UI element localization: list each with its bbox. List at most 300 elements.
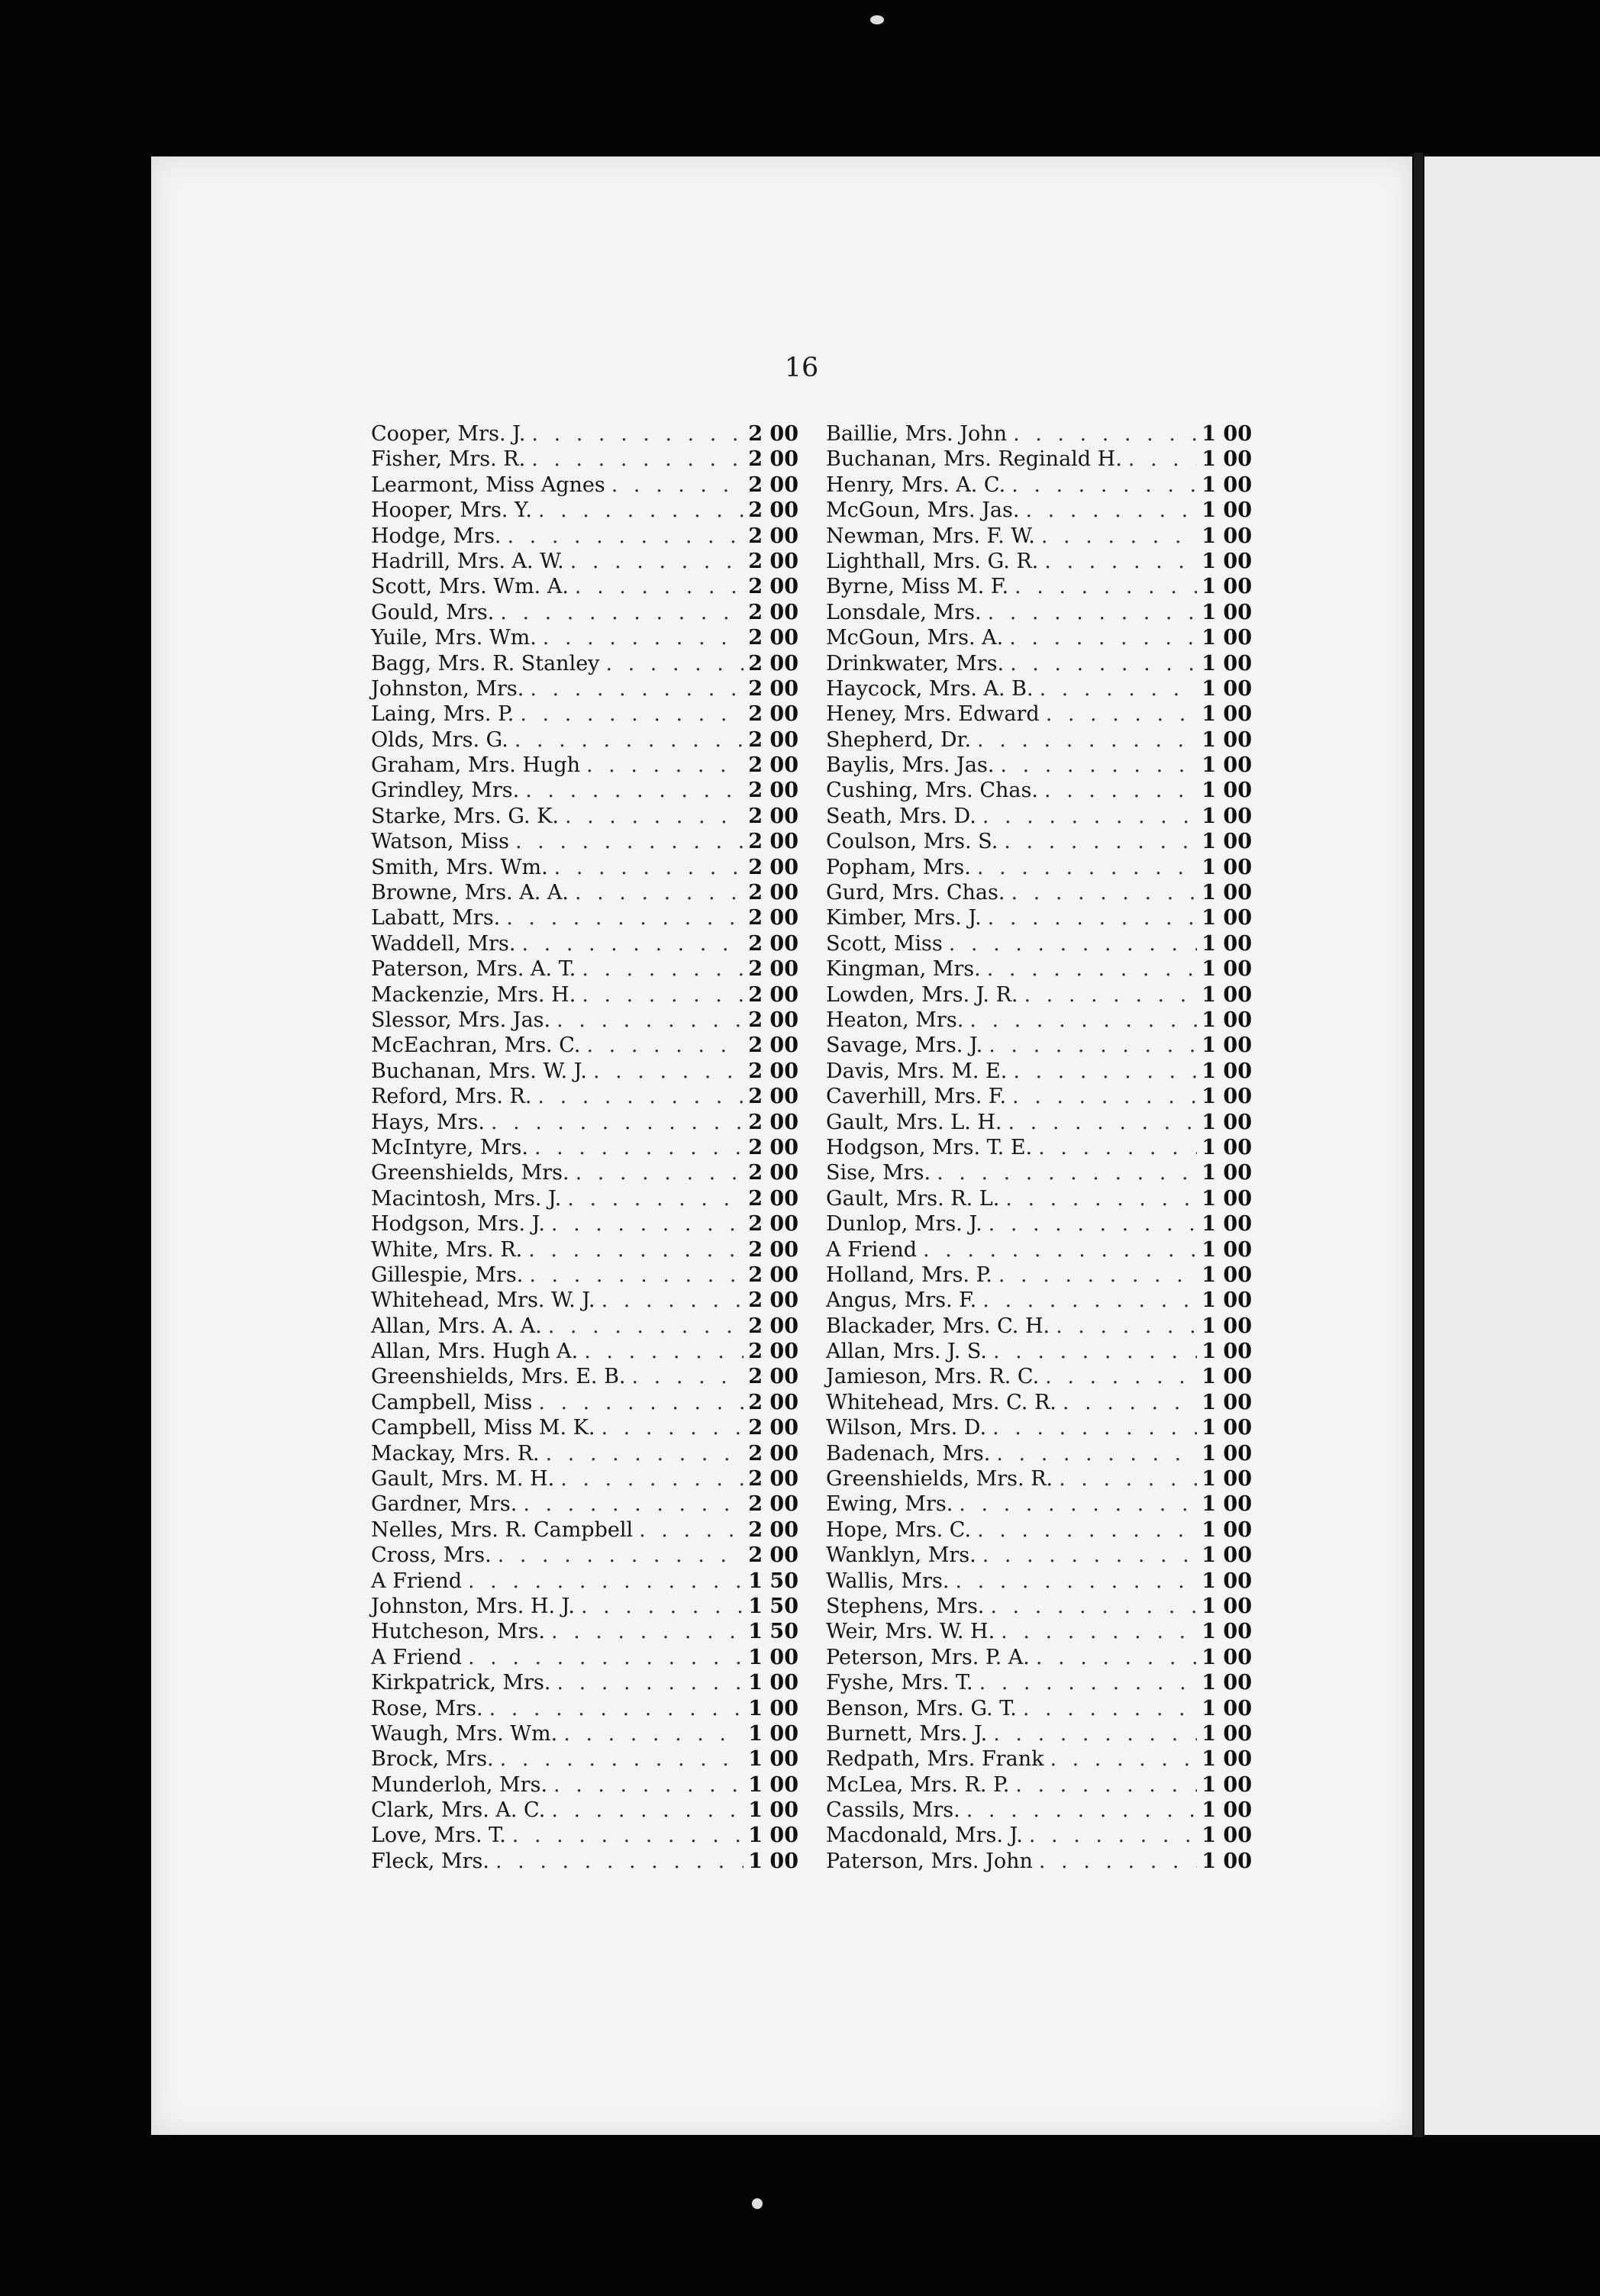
list-item [371,1033,798,1058]
list-item [826,880,1252,905]
dot-leader [494,600,744,625]
dot-leader [524,676,744,701]
list-item [826,1746,1252,1772]
dot-leader [587,1059,744,1084]
list-item [826,1339,1252,1364]
subscriber-name: White, Mrs. R. [371,1237,523,1262]
subscription-amount: 1 00 [1202,447,1252,472]
subscription-amount: 2 00 [748,422,798,446]
subscriber-name: Heaton, Mrs. [826,1008,964,1032]
dot-leader [569,1160,744,1185]
subscription-amount: 2 00 [748,600,798,624]
list-item [826,1491,1252,1517]
list-item [371,447,798,472]
list-item [826,1849,1252,1874]
dot-leader [569,574,744,599]
subscription-amount: 2 00 [748,906,798,930]
subscriber-name: Allan, Mrs. A. A. [371,1314,542,1338]
dot-leader [1018,982,1198,1008]
dot-leader [1006,1084,1197,1109]
dot-leader [509,829,744,854]
subscriber-name: Johnston, Mrs. H. J. [371,1594,575,1618]
dot-leader [502,524,744,549]
dot-leader [537,625,744,650]
subscription-amount: 2 00 [748,575,798,599]
list-item [826,1237,1252,1262]
dot-leader [982,1033,1197,1058]
list-item [371,1339,798,1364]
subscription-amount: 1 00 [748,1798,798,1823]
subscriber-name: Labatt, Mrs. [371,906,501,930]
subscriber-name: Gould, Mrs. [371,600,495,624]
list-item [371,1211,798,1237]
list-item [826,1517,1252,1543]
subscriber-list-left [371,421,798,1874]
list-item [826,498,1252,523]
subscriber-name: Benson, Mrs. G. T. [826,1696,1017,1720]
subscriber-name: Whitehead, Mrs. C. R. [826,1390,1056,1414]
dot-leader [506,1823,744,1848]
subscription-amount: 1 00 [1202,1849,1252,1873]
subscription-amount: 1 00 [1202,524,1252,548]
dot-leader [540,1441,744,1466]
subscription-amount: 2 00 [748,1135,798,1159]
list-item [826,1441,1252,1466]
subscriber-name: Wilson, Mrs. D. [826,1416,987,1440]
subscription-amount: 1 00 [1202,651,1252,676]
list-item [371,1186,798,1211]
subscriber-name: Baillie, Mrs. John [826,422,1008,446]
subscriber-name: Baylis, Mrs. Jas. [826,753,995,778]
dot-leader [953,1491,1197,1517]
subscription-amount: 1 00 [1202,1059,1252,1083]
dot-leader [1004,651,1197,676]
subscription-amount: 1 00 [1202,472,1252,497]
subscriber-name: Gault, Mrs. R. L. [826,1186,1000,1211]
dot-leader [1040,701,1197,727]
list-item [371,1798,798,1823]
subscriber-name: Whitehead, Mrs. W. J. [371,1288,595,1313]
list-item [371,1849,798,1874]
list-item [826,651,1252,676]
subscriber-name: Lighthall, Mrs. G. R. [826,549,1039,573]
subscriber-name: Hodgson, Mrs. J. [371,1212,545,1237]
dot-leader [992,1262,1197,1288]
list-item [826,1415,1252,1440]
list-item [826,905,1252,930]
subscription-amount: 2 00 [748,651,798,676]
subscriber-name: Slessor, Mrs. Jas. [371,1008,551,1032]
subscription-amount: 2 00 [748,702,798,727]
subscription-amount: 1 00 [1202,1671,1252,1695]
subscription-amount: 2 00 [748,1186,798,1211]
dot-leader [547,1772,744,1798]
subscription-amount: 1 00 [1202,1772,1252,1797]
subscription-amount: 2 00 [748,931,798,956]
subscription-amount: 2 00 [748,1365,798,1389]
subscription-amount: 1 00 [1202,1008,1252,1032]
subscription-amount: 2 00 [748,1008,798,1032]
subscriber-name: Bagg, Mrs. R. Stanley [371,651,600,676]
page-number: 16 [784,353,819,383]
list-item [371,1746,798,1772]
subscriber-name: Cross, Mrs. [371,1543,492,1568]
subscriber-name: Lowden, Mrs. J. R. [826,982,1018,1007]
subscription-amount: 2 00 [748,626,798,650]
subscriber-name: Cushing, Mrs. Chas. [826,779,1038,803]
subscription-amount: 1 00 [1202,1517,1252,1542]
list-item [371,1441,798,1466]
subscriber-name: Hadrill, Mrs. A. W. [371,549,564,573]
subscription-amount: 1 00 [1202,982,1252,1007]
list-item [826,1645,1252,1670]
dot-leader [554,1466,744,1491]
subscription-amount: 1 00 [748,1645,798,1669]
dot-leader [971,727,1197,753]
list-item [826,1084,1252,1109]
subscription-amount: 1 50 [748,1620,798,1644]
subscription-amount: 1 00 [1202,1110,1252,1134]
list-item [371,727,798,753]
list-item [371,1670,798,1695]
subscriber-name: Badenach, Mrs. [826,1441,991,1466]
list-item [826,447,1252,472]
dot-leader [564,549,744,574]
subscriber-name: Byrne, Miss M. F. [826,575,1009,599]
list-item [371,1415,798,1440]
subscriber-name: Graham, Mrs. Hugh [371,753,581,778]
dot-leader [542,1314,744,1339]
subscriber-name: Haycock, Mrs. A. B. [826,676,1034,701]
dot-leader [971,855,1197,880]
scan-speck [870,15,884,24]
subscriber-name: Greenshields, Mrs. [371,1161,569,1185]
subscriber-name: Scott, Miss [826,931,943,956]
list-item [371,1135,798,1160]
dot-leader [485,1110,744,1135]
list-item [826,524,1252,549]
subscription-amount: 2 00 [748,1288,798,1313]
subscription-amount: 2 00 [748,957,798,982]
subscription-amount: 2 00 [748,1212,798,1237]
subscription-amount: 2 00 [748,727,798,752]
list-item [371,1645,798,1670]
subscriber-name: Macdonald, Mrs. J. [826,1824,1023,1848]
subscriber-name: Buchanan, Mrs. W. J. [371,1059,587,1083]
list-item [371,829,798,854]
list-item [826,982,1252,1008]
subscriber-name: Gurd, Mrs. Chas. [826,881,1005,905]
subscription-amount: 2 00 [748,498,798,523]
subscription-amount: 2 00 [748,549,798,573]
dot-leader [605,472,744,498]
dot-leader [1019,498,1197,523]
subscription-amount: 2 00 [748,1441,798,1466]
subscriber-name: Macintosh, Mrs. J. [371,1186,562,1211]
subscription-amount: 1 00 [1202,1747,1252,1772]
list-item [826,1059,1252,1084]
subscriber-name: Peterson, Mrs. P. A. [826,1645,1030,1669]
list-item [371,905,798,930]
dot-leader [1007,421,1197,447]
list-item [371,1160,798,1185]
list-item [371,1288,798,1313]
subscriber-name: Popham, Mrs. [826,855,971,879]
dot-leader [532,498,744,523]
dot-leader [525,447,744,472]
subscription-amount: 2 00 [748,524,798,548]
list-item [371,600,798,625]
dot-leader [545,1211,744,1237]
dot-leader [973,1670,1197,1695]
list-item [826,1211,1252,1237]
list-item [826,1033,1252,1058]
dot-leader [1008,574,1197,599]
dot-leader [581,1033,744,1058]
subscriber-name: Fyshe, Mrs. T. [826,1671,973,1695]
list-item [826,1288,1252,1313]
subscriber-name: Henry, Mrs. A. C. [826,472,1006,497]
list-item [826,855,1252,880]
list-item [826,1696,1252,1721]
subscription-amount: 1 00 [1202,676,1252,701]
dot-leader [1053,1466,1197,1491]
adjacent-page [1424,156,1600,2135]
subscriber-name: McIntyre, Mrs. [371,1135,528,1159]
subscriber-name: Greenshields, Mrs. E. B. [371,1365,626,1389]
subscriber-name: Allan, Mrs. J. S. [826,1340,988,1364]
subscription-amount: 1 00 [1202,1492,1252,1517]
dot-leader [523,1262,744,1288]
list-item [826,549,1252,574]
list-item [826,1772,1252,1798]
dot-leader [595,1415,744,1440]
list-item [826,600,1252,625]
subscriber-name: Redpath, Mrs. Frank [826,1747,1044,1772]
subscription-amount: 2 00 [748,472,798,497]
list-item [826,1798,1252,1823]
subscription-amount: 2 00 [748,1034,798,1058]
list-item [371,625,798,650]
subscriber-name: Newman, Mrs. F. W. [826,524,1035,548]
subscription-amount: 2 00 [748,1161,798,1185]
list-item [371,1772,798,1798]
list-item [826,1135,1252,1160]
list-item [826,1543,1252,1568]
dot-leader [1017,1696,1197,1721]
dot-leader [982,1211,1197,1237]
dot-leader [982,905,1197,930]
subscriber-name: A Friend [826,1237,918,1262]
list-item [826,804,1252,829]
dot-leader [995,1619,1197,1644]
subscription-amount: 2 00 [748,881,798,905]
dot-leader [575,1594,744,1619]
subscription-amount: 1 00 [748,1696,798,1720]
subscriber-name: Yuile, Mrs. Wm. [371,626,537,650]
list-item [826,1594,1252,1619]
subscriber-name: Waddell, Mrs. [371,931,516,956]
dot-leader [1032,1135,1197,1160]
subscription-amount: 1 00 [748,1849,798,1873]
subscription-amount: 1 00 [1202,779,1252,803]
dot-leader [1050,1314,1197,1339]
subscription-amount: 1 00 [1202,1085,1252,1109]
subscriber-name: Paterson, Mrs. A. T. [371,957,576,982]
dot-leader [971,1517,1197,1543]
subscriber-name: Nelles, Mrs. R. Campbell [371,1517,634,1542]
list-item [371,1543,798,1568]
subscription-amount: 1 00 [1202,1262,1252,1287]
subscriber-name: Browne, Mrs. A. A. [371,881,569,905]
dot-leader [494,1746,744,1772]
list-item [826,753,1252,778]
subscription-amount: 2 00 [748,676,798,701]
list-item [371,753,798,778]
subscriber-name: Greenshields, Mrs. R. [826,1467,1053,1491]
dot-leader [976,1288,1197,1313]
dot-leader [545,1798,744,1823]
subscriber-name: Fleck, Mrs. [371,1849,489,1873]
subscriber-name: Rose, Mrs. [371,1696,483,1720]
list-item [826,1364,1252,1389]
subscription-amount: 1 00 [1202,1569,1252,1593]
subscription-amount: 1 00 [1202,1161,1252,1185]
subscription-amount: 1 00 [1202,1543,1252,1568]
subscriber-name: Mackenzie, Mrs. H. [371,982,576,1007]
list-item [826,727,1252,753]
subscription-amount: 1 50 [748,1594,798,1618]
dot-leader [548,855,744,880]
subscription-amount: 1 00 [1202,727,1252,752]
dot-leader [1033,1849,1197,1874]
subscription-amount: 1 00 [748,1671,798,1695]
dot-leader [1122,447,1197,472]
subscription-amount: 1 00 [1202,498,1252,523]
subscription-amount: 1 00 [1202,1390,1252,1414]
subscription-amount: 1 00 [1202,1594,1252,1618]
subscriber-name: Angus, Mrs. F. [826,1288,977,1313]
subscriber-name: Hodgson, Mrs. T. E. [826,1135,1033,1159]
subscription-amount: 2 00 [748,830,798,854]
dot-leader [1005,880,1197,905]
subscriber-name: Johnston, Mrs. [371,676,524,701]
subscriber-name: Caverhill, Mrs. F. [826,1085,1007,1109]
dot-leader [990,1441,1197,1466]
dot-leader [551,1670,744,1695]
list-item [826,701,1252,727]
list-item [826,1186,1252,1211]
subscriber-name: Love, Mrs. T. [371,1824,506,1848]
subscriber-name: Coulson, Mrs. S. [826,830,998,854]
list-item [371,1110,798,1135]
list-item [826,931,1252,956]
list-item [371,421,798,447]
subscriber-name: Gardner, Mrs. [371,1492,518,1517]
subscription-amount: 1 00 [748,1747,798,1772]
subscriber-name: Learmont, Miss Agnes [371,472,605,497]
dot-leader [1044,1746,1197,1772]
subscriber-name: Brock, Mrs. [371,1747,494,1772]
subscription-amount: 1 00 [1202,804,1252,828]
dot-leader [998,829,1197,854]
subscription-amount: 1 00 [1202,1288,1252,1313]
subscription-amount: 1 00 [1202,1135,1252,1159]
subscriber-name: Hodge, Mrs. [371,524,502,548]
subscriber-name: McLea, Mrs. R. P. [826,1772,1010,1797]
subscriber-name: Campbell, Miss [371,1390,533,1414]
subscriber-name: Jamieson, Mrs. R. C. [826,1365,1040,1389]
subscription-amount: 2 00 [748,1416,798,1440]
subscriber-name: Kingman, Mrs. [826,957,981,982]
list-item [371,574,798,599]
dot-leader [483,1696,744,1721]
subscription-amount: 2 00 [748,1517,798,1542]
subscriber-name: Hutcheson, Mrs. [371,1620,545,1644]
list-item [371,1721,798,1746]
subscription-amount: 1 00 [1202,1365,1252,1389]
list-item [826,1619,1252,1644]
list-item [826,778,1252,803]
dot-leader [963,1008,1197,1033]
list-item [826,1569,1252,1594]
list-item [371,956,798,982]
dot-leader [1030,1645,1197,1670]
list-item [826,676,1252,701]
subscriber-name: Davis, Mrs. M. E. [826,1059,1008,1083]
subscription-amount: 1 00 [1202,626,1252,650]
subscriber-name: Hooper, Mrs. Y. [371,498,532,523]
list-item [371,1696,798,1721]
subscriber-name: Ewing, Mrs. [826,1492,953,1517]
subscription-amount: 1 00 [1202,1798,1252,1823]
subscription-amount: 1 00 [1202,1186,1252,1211]
subscription-amount: 1 00 [748,1721,798,1746]
subscriber-name: McEachran, Mrs. C. [371,1034,581,1058]
subscriber-name: Grindley, Mrs. [371,779,520,803]
subscriber-name: Weir, Mrs. W. H. [826,1620,995,1644]
subscriber-name: Lonsdale, Mrs. [826,600,982,624]
subscriber-name: Blackader, Mrs. C. H. [826,1314,1050,1338]
list-item [371,1823,798,1848]
list-item [371,982,798,1008]
subscriber-name: Mackay, Mrs. R. [371,1441,540,1466]
list-item [826,1466,1252,1491]
dot-leader [960,1798,1197,1823]
list-item [371,1237,798,1262]
subscriber-name: Buchanan, Mrs. Reginald H. [826,447,1122,472]
dot-leader [994,753,1197,778]
list-item [371,1491,798,1517]
subscription-amount: 1 00 [1202,855,1252,879]
list-item [826,1160,1252,1185]
list-item [371,1008,798,1033]
list-item [371,676,798,701]
subscriber-name: Waugh, Mrs. Wm. [371,1721,558,1746]
subscription-amount: 1 00 [1202,1696,1252,1720]
dot-leader [1002,1110,1197,1135]
list-item [371,1314,798,1339]
dot-leader [531,1084,744,1109]
dot-leader [550,1008,744,1033]
dot-leader [528,1135,744,1160]
subscriber-name: Shepherd, Dr. [826,727,972,752]
list-item [826,472,1252,498]
list-item [371,931,798,956]
dot-leader [999,1186,1197,1211]
dot-leader [525,421,744,447]
subscriber-name: Seath, Mrs. D. [826,804,976,828]
